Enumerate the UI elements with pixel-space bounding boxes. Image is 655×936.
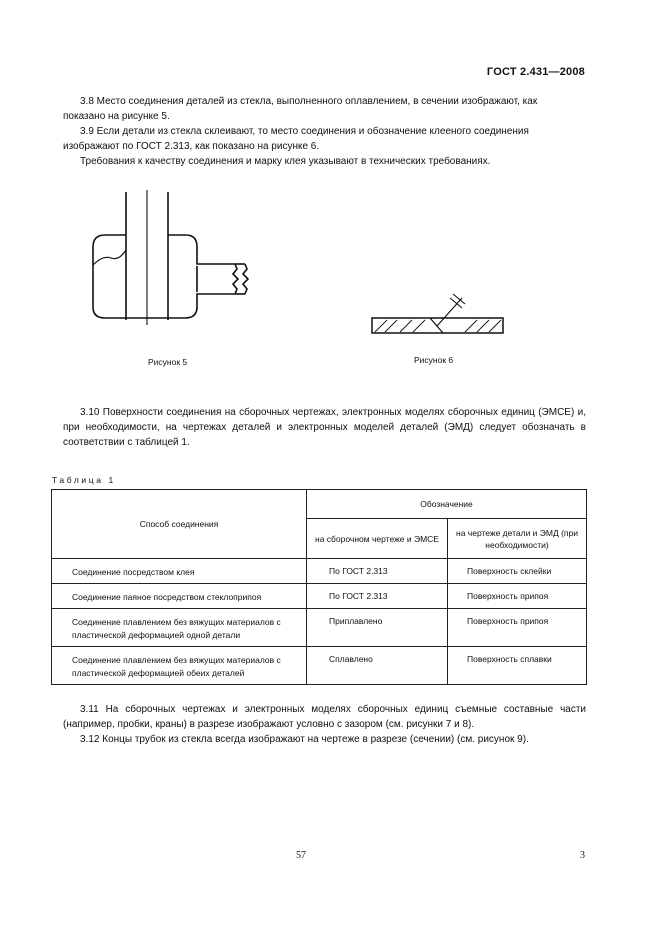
row-part: Поверхность сплавки [448, 647, 587, 685]
figure-5-drawing [85, 190, 260, 350]
section-3-11-3-12 [63, 702, 586, 747]
header-part: на чертеже детали и ЭМД (при необходимости) [448, 519, 587, 559]
joint-designation-table [51, 489, 587, 685]
row-assembly: По ГОСТ 2.313 [307, 584, 448, 609]
header-assembly: на сборочном чертеже и ЭМСЕ [307, 519, 448, 559]
page-number-right: 3 [580, 850, 585, 861]
paragraph-3-8-line1: 3.8 Место соединения деталей из стекла, выполненного оплавлением, в сечении изображают, как [80, 96, 538, 107]
row-assembly: По ГОСТ 2.313 [307, 559, 448, 584]
row-method: Соединение плавлением без вяжущих материалов с пластической деформацией обеих деталей [52, 647, 307, 685]
row-method: Соединение посредством клея [52, 559, 307, 584]
paragraph-3-8-line2: показано на рисунке 5. [63, 111, 170, 122]
paragraph-3-10-text: 3.10 Поверхности соединения на сборочных чертежах, электронных моделях сборочных единиц (ЭМСЕ) и, при необходимости, на чертежах деталей и электронных моделей деталей (ЭМД) следует обозначать в соответствии с таблицей 1. [63, 407, 586, 448]
paragraph-3-9-line1: 3.9 Если детали из стекла склеивают, то место соединения и обозначение клееного соединения [80, 126, 529, 137]
figure-6-drawing [365, 290, 510, 350]
header-designation: Обозначение [307, 490, 587, 519]
paragraph-3-9-line3: Требования к качеству соединения и марку клея указывают в технических требованиях. [80, 156, 491, 167]
row-part: Поверхность припоя [448, 609, 587, 647]
document-code: ГОСТ 2.431—2008 [486, 66, 585, 78]
table-row [52, 584, 587, 609]
paragraph-3-10 [63, 405, 586, 450]
figure-5-caption: Рисунок 5 [148, 357, 188, 367]
paragraph-3-11-text: 3.11 На сборочных чертежах и электронных моделях сборочных единиц съемные составные части (например, пробки, краны) в разрезе изображают условно с зазором (см. рисунки 7 и 8). [63, 704, 586, 730]
row-method: Соединение плавлением без вяжущих материалов с пластической деформацией одной детали [52, 609, 307, 647]
table-row [52, 647, 587, 685]
row-part: Поверхность припоя [448, 584, 587, 609]
table-row [52, 559, 587, 584]
page-number-center: 57 [296, 850, 306, 861]
row-assembly: Приплавлено [307, 609, 448, 647]
paragraph-3-9-line2: изображают по ГОСТ 2.313, как показано на рисунке 6. [63, 141, 320, 152]
row-method: Соединение паяное посредством стеклоприпоя [52, 584, 307, 609]
table-row [52, 609, 587, 647]
header-method: Способ соединения [52, 490, 307, 559]
row-assembly: Сплавлено [307, 647, 448, 685]
paragraph-3-12-text: 3.12 Концы трубок из стекла всегда изображают на чертеже в разрезе (сечении) (см. рисунок 9). [80, 734, 529, 745]
row-part: Поверхность склейки [448, 559, 587, 584]
section-3-8-3-9 [63, 94, 586, 169]
figure-6-caption: Рисунок 6 [414, 355, 454, 365]
table-title: Таблица 1 [52, 475, 116, 485]
